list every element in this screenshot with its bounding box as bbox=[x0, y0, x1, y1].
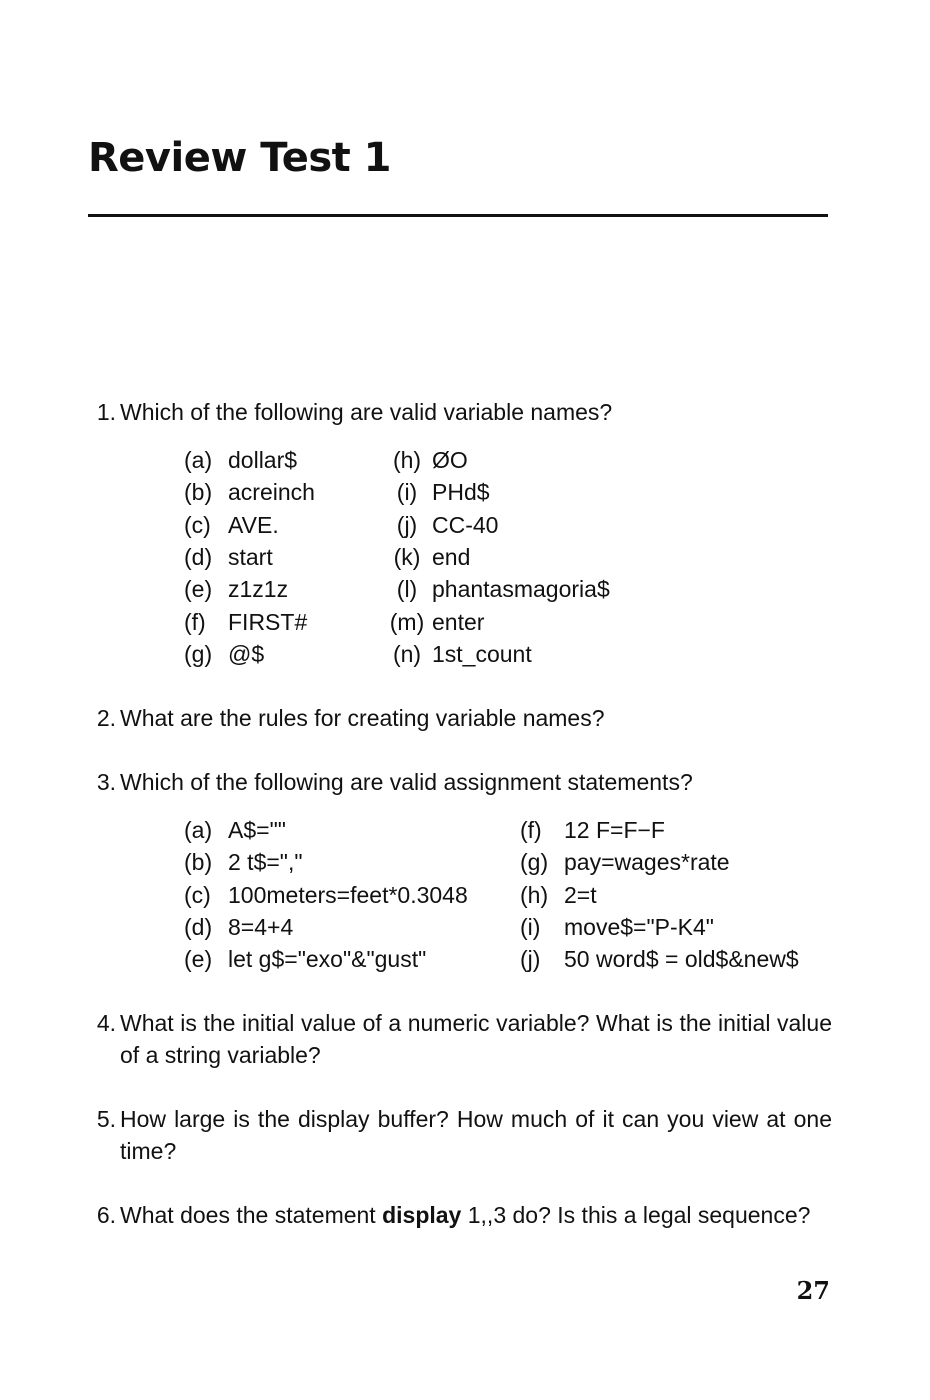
option-value: enter bbox=[432, 608, 485, 635]
option-value: 100meters=feet*0.3048 bbox=[228, 881, 468, 908]
option-item bbox=[184, 911, 293, 943]
question-number: 2. bbox=[96, 705, 116, 731]
option-label: (n) bbox=[392, 640, 422, 667]
option-label: (f) bbox=[520, 817, 542, 843]
option-item bbox=[184, 541, 273, 573]
option-value: start bbox=[228, 543, 273, 570]
option-label: (k) bbox=[393, 543, 421, 570]
option-item bbox=[382, 541, 470, 573]
question-number: 6. bbox=[96, 1202, 116, 1228]
option-label: (g) bbox=[520, 849, 549, 876]
question-number: 3. bbox=[96, 769, 116, 795]
option-item bbox=[520, 814, 665, 846]
keyword-display: display bbox=[382, 1202, 462, 1228]
option-label: (b) bbox=[184, 849, 213, 876]
option-item bbox=[382, 509, 498, 541]
question-text-part: 1,,3 do? Is this a legal sequence? bbox=[461, 1202, 811, 1228]
option-value: @$ bbox=[228, 640, 265, 667]
option-label: (e) bbox=[184, 576, 213, 603]
option-value: FIRST# bbox=[228, 608, 308, 635]
option-label: (h) bbox=[392, 447, 422, 473]
option-value: A$="" bbox=[228, 817, 286, 843]
option-item bbox=[184, 879, 468, 911]
option-label: (j) bbox=[520, 946, 541, 973]
option-value: 2 t$="," bbox=[228, 849, 303, 876]
option-label: (m) bbox=[389, 608, 425, 635]
question-text: Which of the following are valid variable names? bbox=[120, 399, 613, 425]
option-value: dollar$ bbox=[228, 447, 298, 473]
title-divider bbox=[88, 214, 828, 217]
option-label: (f) bbox=[184, 608, 206, 635]
option-label: (b) bbox=[184, 479, 213, 506]
option-value: 12 F=F−F bbox=[564, 817, 665, 843]
option-item bbox=[184, 476, 315, 508]
option-label: (h) bbox=[520, 881, 549, 908]
option-value: z1z1z bbox=[228, 576, 289, 603]
option-item bbox=[184, 846, 303, 878]
option-item bbox=[382, 573, 610, 605]
option-item bbox=[184, 638, 264, 670]
page-number: 27 bbox=[796, 1276, 830, 1305]
option-label: (c) bbox=[184, 881, 211, 908]
option-value: 1st_count bbox=[432, 640, 532, 667]
question-text-part: What does the statement bbox=[120, 1202, 383, 1228]
option-value: PHd$ bbox=[432, 479, 490, 506]
option-label: (g) bbox=[184, 640, 213, 667]
option-item bbox=[184, 814, 286, 846]
option-value: let g$="exo"&"gust" bbox=[228, 946, 427, 973]
option-item bbox=[520, 911, 714, 943]
option-label: (a) bbox=[184, 447, 213, 473]
question-text: How large is the display buffer? How much of it can you view at one time? bbox=[120, 1106, 832, 1164]
question-text bbox=[120, 1199, 832, 1231]
option-value: end bbox=[432, 543, 471, 570]
question-number: 4. bbox=[96, 1010, 116, 1036]
page-title: Review Test 1 bbox=[88, 135, 392, 181]
option-value: pay=wages*rate bbox=[564, 849, 730, 876]
question-text: What are the rules for creating variable names? bbox=[120, 705, 605, 731]
option-item bbox=[382, 476, 490, 508]
option-item bbox=[382, 606, 484, 638]
option-label: (i) bbox=[520, 913, 541, 940]
option-value: move$="P-K4" bbox=[564, 913, 714, 940]
option-item bbox=[184, 606, 307, 638]
question-text: What is the initial value of a numeric variable? What is the initial value of a string variable? bbox=[120, 1010, 832, 1068]
question-number: 5. bbox=[96, 1106, 116, 1132]
option-value: 8=4+4 bbox=[228, 913, 294, 940]
option-item bbox=[184, 943, 426, 975]
option-value: AVE. bbox=[228, 511, 279, 538]
option-item bbox=[184, 573, 288, 605]
option-item bbox=[382, 638, 532, 670]
option-label: (l) bbox=[396, 576, 418, 603]
option-label: (a) bbox=[184, 817, 213, 843]
question-number: 1. bbox=[96, 399, 116, 425]
option-label: (c) bbox=[184, 511, 211, 538]
option-item bbox=[382, 444, 468, 476]
option-item bbox=[520, 846, 730, 878]
option-value: 50 word$ = old$&new$ bbox=[564, 946, 799, 973]
option-item bbox=[520, 879, 597, 911]
option-item bbox=[184, 444, 297, 476]
option-value: ØO bbox=[432, 447, 468, 473]
option-value: acreinch bbox=[228, 479, 315, 506]
option-value: phantasmagoria$ bbox=[432, 576, 610, 603]
option-label: (e) bbox=[184, 946, 213, 973]
option-label: (d) bbox=[184, 913, 213, 940]
option-value: 2=t bbox=[564, 881, 597, 908]
option-label: (j) bbox=[396, 511, 418, 538]
option-item bbox=[184, 509, 279, 541]
option-label: (d) bbox=[184, 543, 213, 570]
option-value: CC-40 bbox=[432, 511, 499, 538]
option-label: (i) bbox=[396, 479, 418, 506]
option-item bbox=[520, 943, 799, 975]
question-text: Which of the following are valid assignment statements? bbox=[120, 769, 693, 795]
